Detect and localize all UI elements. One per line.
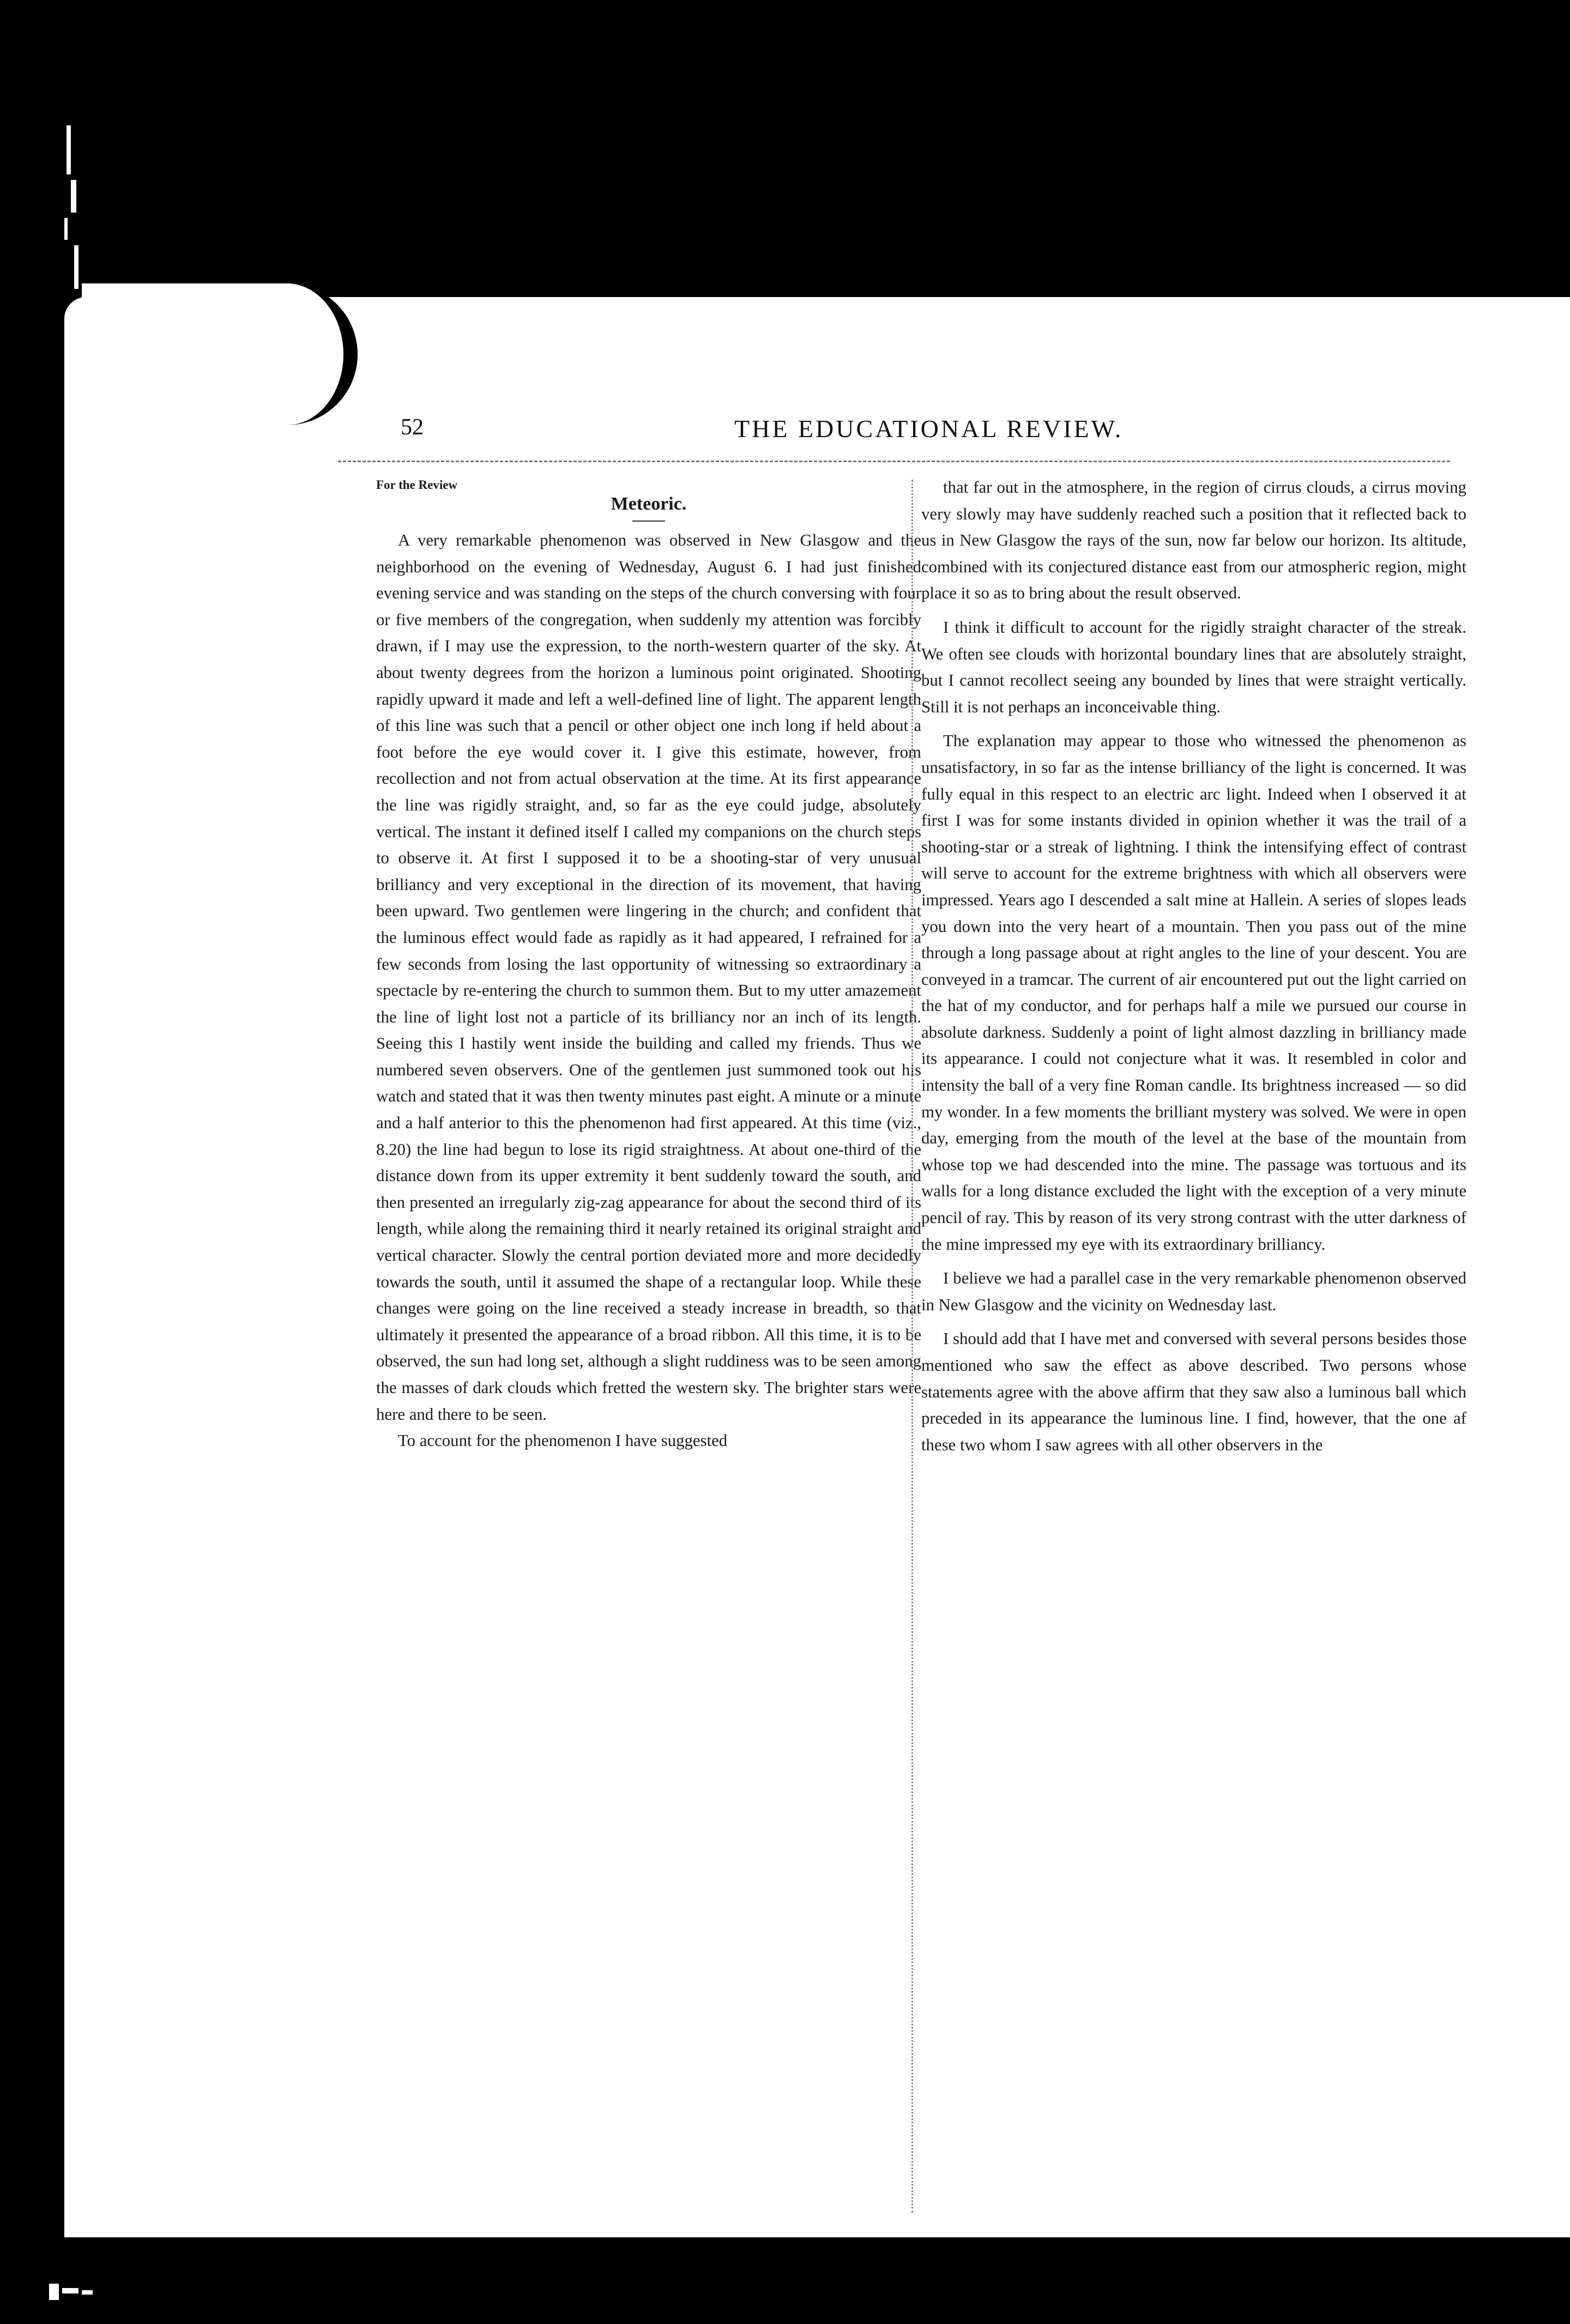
journal-title: THE EDUCATIONAL REVIEW. — [734, 415, 1124, 443]
article-kicker: For the Review — [376, 478, 458, 492]
paragraph: I should add that I have met and conversed with several persons besides those mentioned who saw the effect as above described. Two persons whose statements agree with the above affirm that they saw also a luminous ball which preceded in its appearance the luminous line. I find, however, that the one af these two whom I saw agrees with all other observers in the — [921, 1329, 1466, 1454]
right-column — [921, 474, 1466, 1458]
page-number: 52 — [401, 415, 424, 440]
paragraph: I think it difficult to account for the rigidly straight character of the streak. We often see clouds with horizontal boundary lines that are absolutely straight, but I cannot recollect seeing any bounded by lines that were straight vertically. Still it is not perhaps an inconceivable thing. — [921, 618, 1466, 716]
left-column — [376, 477, 921, 1454]
page-header — [401, 414, 1491, 447]
paragraph: To account for the phenomenon I have suggested — [398, 1431, 728, 1450]
paragraph: that far out in the atmosphere, in the region of cirrus clouds, a cirrus moving very slowly may have suddenly reached such a position that it reflected back to us in New Glasgow the rays of the sun, now far below our horizon. Its altitude, combined with its conjectured distance east from our atmospheric region, might place it so as to bring about the result observed. — [921, 478, 1466, 603]
paragraph: A very remarkable phenomenon was observed in New Glasgow and the neighborhood on the evening of Wednesday, August 6. I had just finished evening service and was standing on the steps of the church conversing with four or five members of the congregation, when suddenly my attention was forcibly drawn, if I may use the expression, to the north-western quarter of the sky. At about twenty degrees from the horizon a luminous point originated. Shooting rapidly upward it made and left a well-defined line of light. The apparent length of this line was such that a pencil or other object one inch long if held about a foot before the eye would cover it. I give this estimate, however, from recollection and not from actual observation at the time. At its first appearance the line was rigidly straight, and, so far as the eye could judge, absolutely vertical. The instant it defined itself I called my companions on the church steps to observe it. At first I supposed it to be a shooting-star of very unusual brilliancy and very exceptional in the direction of its movement, that having been upward. Two gentlemen were lingering in the church; and confident that the luminous effect would fade as rapidly as it had appeared, I refrained for a few seconds from losing the last opportunity of witnessing so extraordinary a spectacle by re-entering the church to summon them. But to my utter amazement the line of light lost not a particle of its brilliancy nor an inch of its length. Seeing this I hastily went inside the building and called my friends. Thus we numbered seven observers. One of the gentlemen just summoned took out his watch and stated that it was then twenty minutes past eight. A minute or a minute and a half anterior to this the phenomenon had first appeared. At this time (viz., 8.20) the line had begun to lose its rigid straightness. At about one-third of the distance down from its upper extremity it bent suddenly toward the south, and then presented an irregularly zig-zag appearance for about the second third of its length, while along the remaining third it nearly retained its original straight and vertical character. Slowly the central portion deviated more and more decidedly towards the south, until it assumed the shape of a rectangular loop. While these changes were going on the line received a steady increase in breadth, so that ultimately it presented the appearance of a broad ribbon. All this time, it is to be observed, the sun had long set, although a slight ruddiness was to be seen among the masses of dark clouds which fretted the western sky. The brighter stars were here and there to be seen. — [376, 531, 921, 1424]
scan-artifact — [82, 283, 358, 425]
header-rule — [338, 461, 1450, 462]
scan-corner-specks — [44, 2278, 109, 2311]
title-rule — [632, 521, 665, 522]
scan-edge-specks — [60, 125, 93, 300]
paragraph: The explanation may appear to those who witnessed the phenomenon as unsatisfactory, in so far as the intense brilliancy of the light is concerned. It was fully equal in this respect to an electric arc light. Indeed when I observed it at first I was for some instants divided in opinion whether it was the trail of a shooting-star or a streak of lightning. I think the intensifying effect of contrast will serve to account for the extreme brightness with which all observers were impressed. Years ago I descended a salt mine at Hallein. A series of slopes leads you down into the very heart of a mountain. Then you pass out of the mine through a long passage about at right angles to the line of your descent. You are conveyed in a tramcar. The current of air encountered put out the light carried on the hat of my conductor, and for perhaps half a mile we pursued our course in absolute darkness. Suddenly a point of light almost dazzling in brilliancy made its appearance. I could not conjecture what it was. It resembled in color and intensity the ball of a very fine Roman candle. Its brightness increased — so did my wonder. In a few moments the brilliant mystery was solved. We were in open day, emerging from the mouth of the level at the base of the mountain from whose top we had descended into the mine. The passage was tortuous and its walls for a long distance excluded the light with the exception of a very minute pencil of ray. This by reason of its very strong contrast with the utter darkness of the mine impressed my eye with its extraordinary brilliancy. — [921, 731, 1466, 1254]
column-divider — [911, 480, 913, 2213]
article-title: Meteoric. — [611, 494, 687, 514]
paragraph: I believe we had a parallel case in the very remarkable phenomenon observed in New Glasgow and the vicinity on Wednesday last. — [921, 1269, 1466, 1314]
